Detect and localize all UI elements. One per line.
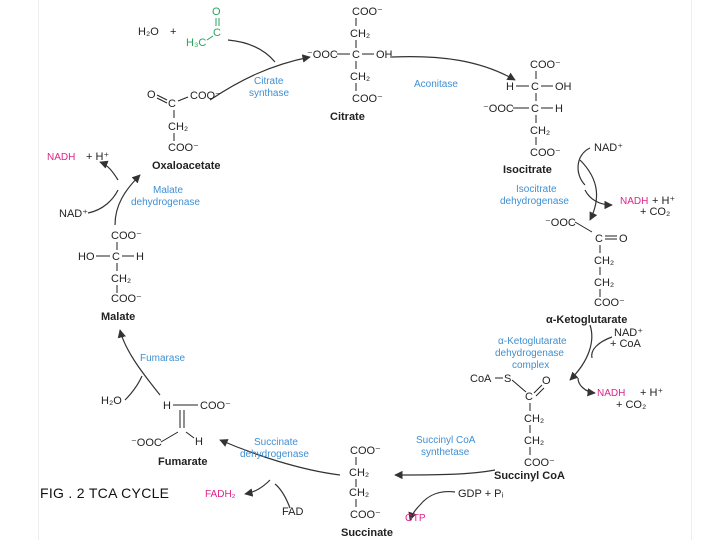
- enzyme-aconitase: Aconitase: [414, 79, 458, 90]
- cofactor-fad: FAD: [282, 506, 304, 518]
- isocitrate-label: Isocitrate: [503, 164, 552, 176]
- cofactor-fadh2: FADH₂: [205, 489, 236, 500]
- arrow-acetylcoa-in: [228, 40, 275, 62]
- akg-o: O: [619, 233, 628, 245]
- succinate-ch2-1: CH₂: [349, 467, 370, 479]
- succinate-coo-top: COO⁻: [350, 445, 381, 457]
- arrow-gdp-in: [420, 492, 455, 505]
- succinylcoa-s: S: [504, 373, 512, 385]
- enzyme-malate-dh-l2: dehydrogenase: [131, 197, 200, 208]
- succinylcoa-coa: CoA: [470, 373, 492, 385]
- isocitrate-coo-top: COO⁻: [530, 59, 561, 71]
- isocitrate-oh: OH: [555, 81, 572, 93]
- acetyl-c-label: C: [213, 27, 221, 39]
- fumarate-structure: [131, 400, 231, 468]
- oxaloacetate-coo-bottom: COO⁻: [168, 142, 199, 154]
- enzyme-succinate-dh-l1: Succinate: [254, 437, 298, 448]
- cofactor-h-mal: + H⁺: [86, 151, 110, 163]
- citrate-coo-top: COO⁻: [352, 6, 383, 18]
- succinylcoa-c: C: [525, 391, 533, 403]
- isocitrate-c-top: C: [531, 81, 539, 93]
- akg-ooc: ⁻OOC: [545, 217, 576, 229]
- cofactor-nad-mal: NAD⁺: [59, 208, 89, 220]
- akg-coo: COO⁻: [594, 297, 625, 309]
- enzyme-akg-dh-l2: dehydrogenase: [495, 348, 564, 359]
- figure-caption: FIG . 2 TCA CYCLE: [40, 485, 170, 501]
- citrate-structure: [307, 6, 393, 123]
- akg-ch2-1: CH₂: [594, 255, 615, 267]
- arrow-nadh-mal-out: [100, 162, 118, 180]
- enzyme-isocitrate-dh-l1: Isocitrate: [516, 184, 557, 195]
- arrow-isocitrate-to-akg: [580, 160, 597, 220]
- arrow-akg-to-succinylcoa: [570, 325, 592, 380]
- cofactor-gtp: GTP: [405, 513, 426, 524]
- enzyme-fumarase: Fumarase: [140, 353, 186, 364]
- succinylcoa-coo: COO⁻: [524, 457, 555, 469]
- alpha-ketoglutarate-label: α-Ketoglutarate: [546, 314, 628, 326]
- cofactor-coa-akg: + CoA: [610, 338, 641, 350]
- cofactor-nadh-akg: NADH: [597, 388, 626, 399]
- enzyme-akg-dh-l3: complex: [512, 360, 550, 371]
- enzyme-akg-dh-l1: α-Ketoglutarate: [498, 336, 567, 347]
- oxaloacetate-ch2: CH₂: [168, 121, 189, 133]
- malate-ch2: CH₂: [111, 273, 132, 285]
- arrow-fad-in: [275, 484, 290, 508]
- enzyme-citrate-synthase-l2: synthase: [249, 88, 290, 99]
- oxaloacetate-structure: [147, 89, 221, 172]
- h2o-top-label: H₂O: [138, 26, 159, 38]
- isocitrate-ooc: ⁻OOC: [483, 103, 514, 115]
- succinylcoa-ch2-2: CH₂: [524, 435, 545, 447]
- cofactor-nad-akg: NAD⁺: [614, 327, 644, 339]
- succinylcoa-ch2-1: CH₂: [524, 413, 545, 425]
- malate-label: Malate: [101, 311, 136, 323]
- cofactor-h-iso: + H⁺: [652, 195, 676, 207]
- cofactor-nad-iso: NAD⁺: [594, 142, 624, 154]
- acetyl-coa-structure: [138, 6, 221, 49]
- cofactor-h2o-fum: H₂O: [101, 395, 122, 407]
- succinyl-coa-structure: [470, 373, 565, 482]
- arrow-citrate-to-isocitrate: [392, 57, 515, 80]
- citrate-ooc: ⁻OOC: [307, 49, 338, 61]
- cofactor-gdp-pi: GDP + Pᵢ: [458, 488, 504, 500]
- citrate-ch2-bottom: CH₂: [350, 71, 371, 83]
- fumarate-label: Fumarate: [158, 456, 208, 468]
- alpha-ketoglutarate-structure: [545, 217, 628, 326]
- isocitrate-h-top: H: [506, 81, 514, 93]
- succinylcoa-o: O: [542, 375, 551, 387]
- malate-h: H: [136, 251, 144, 263]
- malate-ho: HO: [78, 251, 95, 263]
- oxaloacetate-c: C: [168, 98, 176, 110]
- isocitrate-h-mid: H: [555, 103, 563, 115]
- cofactor-co2-akg: + CO₂: [616, 399, 647, 411]
- succinyl-coa-label: Succinyl CoA: [494, 470, 565, 482]
- oxaloacetate-label: Oxaloacetate: [152, 160, 221, 172]
- malate-c: C: [112, 251, 120, 263]
- isocitrate-coo-bottom: COO⁻: [530, 147, 561, 159]
- citrate-c: C: [352, 49, 360, 61]
- enzyme-succinylcoa-synthetase-l1: Succinyl CoA: [416, 435, 476, 446]
- enzyme-succinylcoa-synthetase-l2: synthetase: [421, 447, 470, 458]
- plus-top-label: +: [170, 26, 177, 38]
- akg-c: C: [595, 233, 603, 245]
- isocitrate-structure: [483, 59, 572, 176]
- oxaloacetate-o: O: [147, 89, 156, 101]
- succinate-ch2-2: CH₂: [349, 487, 370, 499]
- arrow-nad-akg: [592, 337, 612, 358]
- arrow-nadh-akg: [578, 378, 595, 393]
- cofactor-nadh-mal: NADH: [47, 152, 76, 163]
- isocitrate-ch2: CH₂: [530, 125, 551, 137]
- isocitrate-c-mid: C: [531, 103, 539, 115]
- arrow-succinylcoa-to-succinate: [395, 470, 495, 475]
- fumarate-ooc: ⁻OOC: [131, 437, 162, 449]
- enzyme-malate-dh-l1: Malate: [153, 185, 184, 196]
- cofactor-nadh-iso: NADH: [620, 196, 649, 207]
- arrow-nad-iso: [578, 148, 590, 185]
- succinate-label: Succinate: [341, 527, 393, 539]
- arrow-nadh-iso: [585, 190, 612, 205]
- malate-coo-bottom: COO⁻: [111, 293, 142, 305]
- enzyme-citrate-synthase-l1: Citrate: [254, 76, 284, 87]
- oxaloacetate-coo-right: COO⁻: [190, 90, 221, 102]
- citrate-coo-bottom: COO⁻: [352, 93, 383, 105]
- malate-structure: [78, 230, 144, 323]
- arrow-nad-mal-in: [88, 190, 118, 213]
- acetyl-o-label: O: [212, 6, 221, 18]
- acetyl-h3c-label: H₃C: [186, 37, 207, 49]
- malate-coo-top: COO⁻: [111, 230, 142, 242]
- succinate-coo-bottom: COO⁻: [350, 509, 381, 521]
- fumarate-coo: COO⁻: [200, 400, 231, 412]
- akg-ch2-2: CH₂: [594, 277, 615, 289]
- arrow-h2o-fum-in: [125, 376, 142, 400]
- fumarate-h-top: H: [163, 400, 171, 412]
- fumarate-h-bottom: H: [195, 436, 203, 448]
- cofactor-h-akg: + H⁺: [640, 387, 664, 399]
- arrow-fadh2-out: [245, 480, 270, 494]
- succinate-structure: [341, 445, 393, 539]
- enzyme-succinate-dh-l2: dehydrogenase: [240, 449, 309, 460]
- citrate-ch2-top: CH₂: [350, 28, 371, 40]
- cofactor-co2-iso: + CO₂: [640, 206, 671, 218]
- citrate-label: Citrate: [330, 111, 365, 123]
- enzyme-isocitrate-dh-l2: dehydrogenase: [500, 196, 569, 207]
- citrate-oh: OH: [376, 49, 393, 61]
